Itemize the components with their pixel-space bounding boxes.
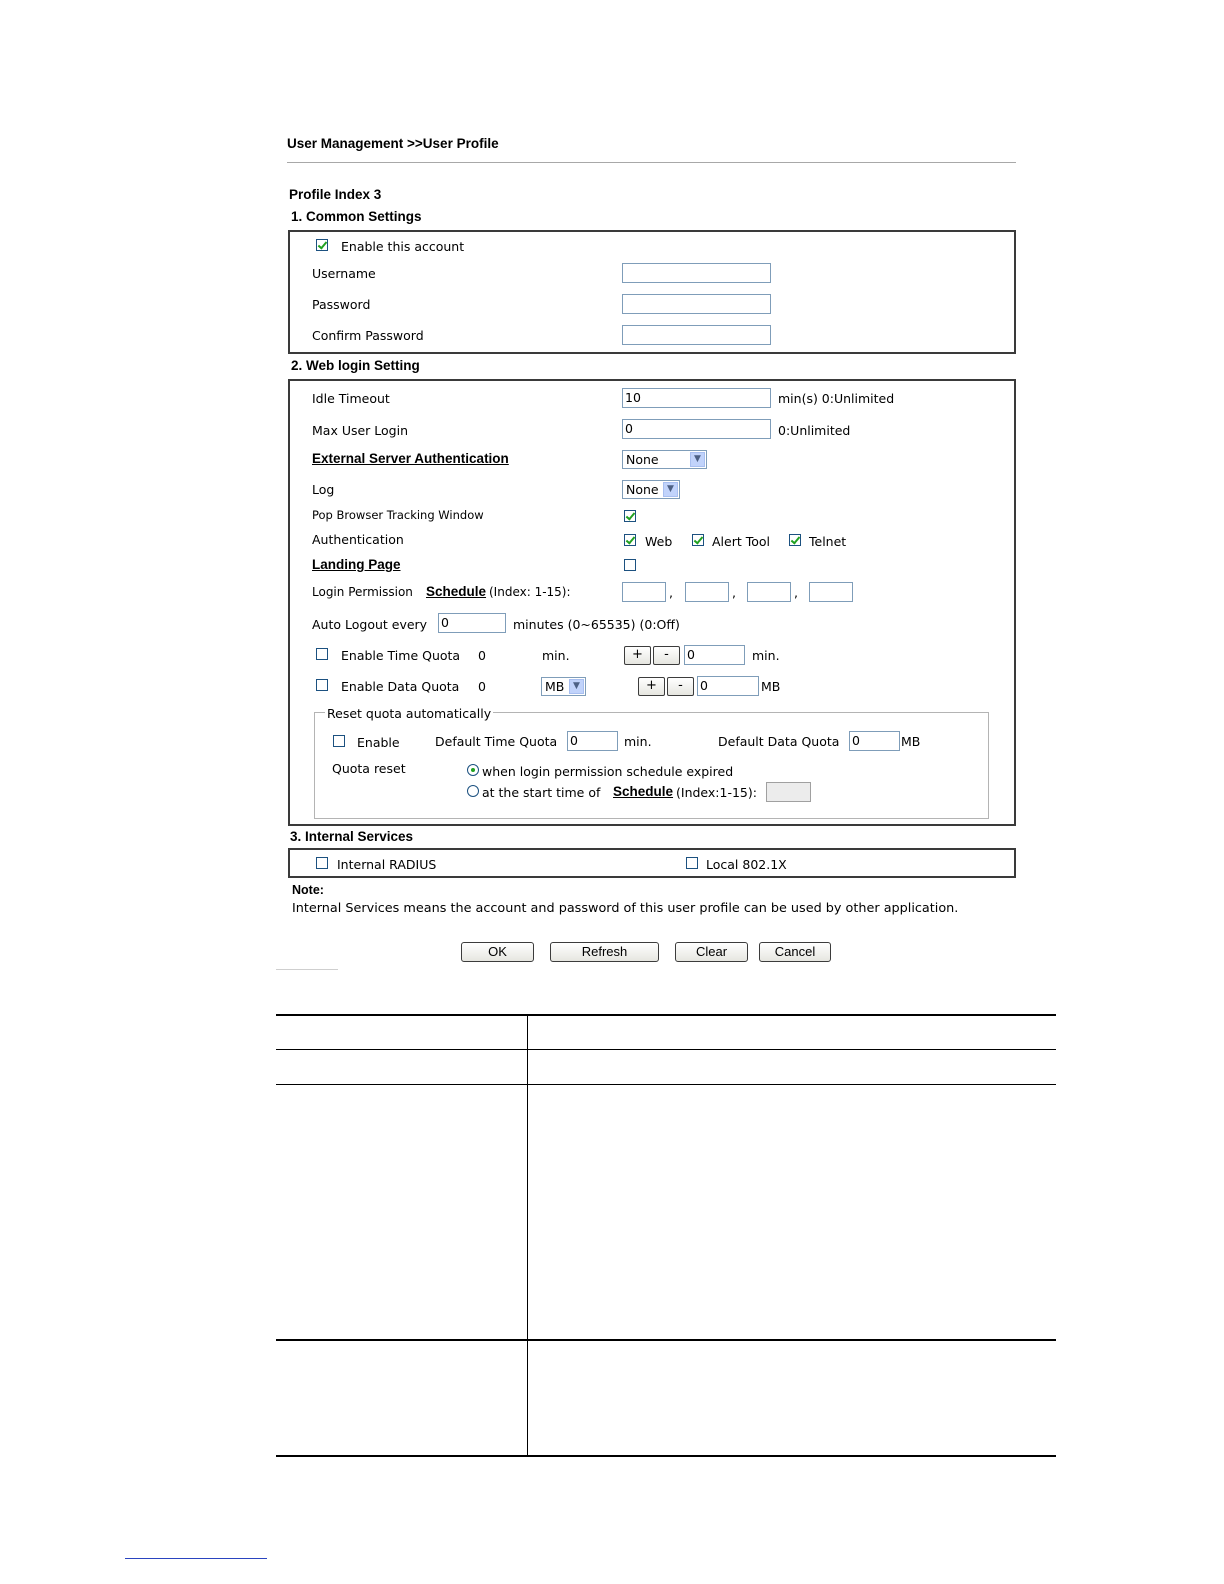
login-permission-label: Login Permission	[312, 585, 413, 599]
data-quota-unit-select[interactable]	[541, 677, 586, 696]
auto-logout-hint: minutes (0~65535) (0:Off)	[513, 617, 680, 632]
section-web-title: 2. Web login Setting	[291, 358, 420, 373]
reset-enable-checkbox[interactable]	[333, 735, 345, 747]
schedule-index-1-input[interactable]	[622, 582, 666, 602]
pop-browser-label: Pop Browser Tracking Window	[312, 508, 484, 522]
auth-telnet-checkbox[interactable]	[789, 534, 801, 546]
time-quota-unit2: min.	[752, 648, 780, 663]
table-top-border	[276, 1014, 1056, 1016]
reset-schedule-index-hint: (Index:1-15):	[676, 785, 757, 800]
footer-link-underline	[125, 1558, 267, 1559]
external-server-auth-link[interactable]: External Server Authentication	[312, 451, 509, 466]
clear-button[interactable]: Clear	[675, 942, 748, 962]
table-row-divider	[276, 1339, 1056, 1341]
max-user-login-hint: 0:Unlimited	[778, 423, 851, 438]
quota-reset-start-radio[interactable]	[467, 785, 479, 797]
schedule-index-hint: (Index: 1-15):	[489, 585, 571, 599]
time-quota-current: 0	[478, 648, 486, 663]
data-quota-current: 0	[478, 679, 486, 694]
section-internal-title: 3. Internal Services	[290, 829, 414, 844]
chevron-down-icon: ▼	[663, 482, 678, 497]
auth-alert-tool-label: Alert Tool	[712, 534, 771, 549]
section-common-title: 1. Common Settings	[291, 209, 422, 224]
default-data-quota-input[interactable]: 0	[849, 731, 900, 751]
enable-data-quota-checkbox[interactable]	[316, 679, 328, 691]
username-input[interactable]	[622, 263, 771, 283]
log-value: None	[626, 482, 659, 497]
auth-alert-tool-checkbox[interactable]	[692, 534, 704, 546]
profile-index: Profile Index 3	[289, 187, 382, 202]
refresh-button[interactable]: Refresh	[550, 942, 659, 962]
quota-reset-expired-label: when login permission schedule expired	[482, 764, 734, 779]
time-quota-unit: min.	[542, 648, 570, 663]
data-quota-minus-button[interactable]: -	[667, 677, 694, 696]
cancel-button[interactable]: Cancel	[759, 942, 831, 962]
internal-radius-label: Internal RADIUS	[337, 857, 437, 872]
log-select[interactable]	[622, 480, 680, 499]
local-8021x-label: Local 802.1X	[706, 857, 787, 872]
idle-timeout-input[interactable]: 10	[622, 388, 771, 408]
landing-page-link[interactable]: Landing Page	[312, 557, 401, 572]
schedule-link[interactable]: Schedule	[426, 584, 487, 599]
confirm-password-input[interactable]	[622, 325, 771, 345]
comma-separator: ,	[732, 585, 736, 600]
auth-telnet-label: Telnet	[809, 534, 847, 549]
username-label: Username	[312, 266, 376, 281]
reset-enable-label: Enable	[357, 735, 400, 750]
reset-schedule-link[interactable]: Schedule	[613, 784, 674, 799]
title-divider	[287, 162, 1016, 163]
quota-reset-label: Quota reset	[332, 761, 406, 776]
local-8021x-checkbox[interactable]	[686, 857, 698, 869]
max-user-login-input[interactable]: 0	[622, 419, 771, 439]
reset-schedule-index-input[interactable]	[766, 782, 811, 802]
landing-page-checkbox[interactable]	[624, 559, 636, 571]
default-data-quota-unit: MB	[901, 734, 921, 749]
page-title: User Management >>User Profile	[287, 136, 499, 151]
password-label: Password	[312, 297, 371, 312]
table-bottom-border	[276, 1455, 1056, 1457]
pop-browser-checkbox[interactable]	[624, 510, 636, 522]
comma-separator: ,	[669, 585, 673, 600]
default-time-quota-label: Default Time Quota	[435, 734, 558, 749]
note-text: Internal Services means the account and password of this user profile can be used by other application.	[292, 901, 959, 916]
quota-reset-expired-radio[interactable]	[467, 764, 479, 776]
schedule-index-4-input[interactable]	[809, 582, 853, 602]
chevron-down-icon: ▼	[690, 452, 705, 467]
data-quota-input[interactable]: 0	[697, 676, 759, 696]
time-quota-plus-button[interactable]: +	[624, 646, 651, 665]
time-quota-minus-button[interactable]: -	[653, 646, 680, 665]
log-label: Log	[312, 482, 335, 497]
external-server-auth-select[interactable]	[622, 450, 707, 469]
auth-web-checkbox[interactable]	[624, 534, 636, 546]
data-quota-plus-button[interactable]: +	[638, 677, 665, 696]
time-quota-input[interactable]: 0	[684, 645, 745, 665]
enable-time-quota-checkbox[interactable]	[316, 648, 328, 660]
enable-account-checkbox[interactable]	[316, 239, 328, 251]
default-time-quota-input[interactable]: 0	[567, 731, 618, 751]
reset-quota-legend: Reset quota automatically	[327, 706, 492, 721]
schedule-index-2-input[interactable]	[685, 582, 729, 602]
data-quota-unit-value: MB	[545, 679, 565, 694]
password-input[interactable]	[622, 294, 771, 314]
enable-time-quota-label: Enable Time Quota	[341, 648, 461, 663]
external-server-auth-value: None	[626, 452, 659, 467]
table-row-divider	[276, 1084, 1056, 1085]
auth-web-label: Web	[645, 534, 673, 549]
default-time-quota-unit: min.	[624, 734, 652, 749]
max-user-login-label: Max User Login	[312, 423, 409, 438]
table-row-divider	[276, 1049, 1056, 1050]
auto-logout-input[interactable]: 0	[438, 613, 506, 633]
idle-timeout-label: Idle Timeout	[312, 391, 390, 406]
schedule-index-3-input[interactable]	[747, 582, 791, 602]
note-title: Note:	[292, 883, 324, 897]
default-data-quota-label: Default Data Quota	[718, 734, 840, 749]
internal-radius-checkbox[interactable]	[316, 857, 328, 869]
enable-data-quota-label: Enable Data Quota	[341, 679, 460, 694]
quota-reset-start-label: at the start time of	[482, 785, 601, 800]
data-quota-unit2: MB	[761, 679, 781, 694]
table-column-divider	[527, 1015, 528, 1456]
auto-logout-label: Auto Logout every	[312, 617, 428, 632]
enable-account-label: Enable this account	[341, 239, 465, 254]
idle-timeout-hint: min(s) 0:Unlimited	[778, 391, 895, 406]
authentication-label: Authentication	[312, 532, 404, 547]
ok-button[interactable]: OK	[461, 942, 534, 962]
comma-separator: ,	[794, 585, 798, 600]
chevron-down-icon: ▼	[569, 679, 584, 694]
confirm-password-label: Confirm Password	[312, 328, 424, 343]
separator-line	[276, 969, 338, 970]
